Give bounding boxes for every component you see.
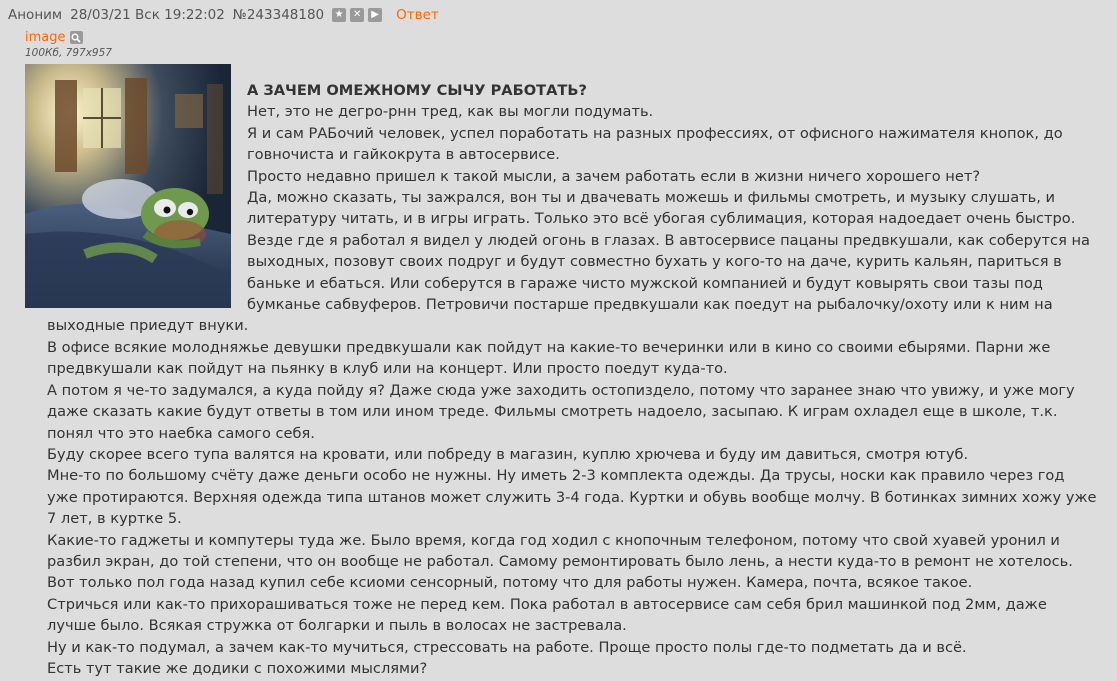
post-line: литературу читать, и в игры играть. Только это всё убогая сублимация, которая надоедает очень быстро.: [247, 210, 1076, 228]
post-line: 7 лет, в куртке 5.: [47, 510, 182, 528]
post-line: выходных, позовут своих подруг и будут совместно бухать у кого-то на даче, курить кальян, париться в: [247, 253, 1062, 271]
post-line: Нет, это не дегро-рнн тред, как вы могли подумать.: [247, 103, 654, 121]
post-line: даже сказать какие будут ответы в том или ином треде. Фильмы смотреть надоело, засыпаю. К играм охладел еще в школе, т.к.: [47, 403, 1058, 421]
post-line: Вот только пол года назад купил себе ксиоми сенсорный, потому что для работы нужен. Камера, почта, всякое такое.: [47, 574, 973, 592]
post-line: Ну и как-то подумал, а зачем как-то мучиться, стрессовать на работе. Проще просто полы где-то подметать да и всё.: [47, 638, 967, 656]
post-line: Я и сам РАБочий человек, успел поработать на разных профессиях, от офисного нажимателя кнопок, до: [247, 124, 1063, 142]
file-info: 100Кб, 797x957: [25, 47, 112, 59]
post-line: разбил экран, до той степени, что он вообще не работал. Самому ремонтировать было лень, а нести куда-то в ремонт не хотелось.: [47, 552, 1073, 570]
post-author: Аноним: [8, 7, 63, 23]
reply-link[interactable]: Ответ: [396, 7, 439, 23]
post-line: Буду скорее всего тупа валятся на кровати, или побреду в магазин, куплю хрючева и буду им давиться, смотря ютуб.: [47, 445, 969, 463]
post-date: 28/03/21 Вск 19:22:02: [70, 7, 225, 23]
post-number[interactable]: №243348180: [232, 7, 325, 23]
image-search-icon[interactable]: [70, 31, 83, 44]
post-line: говночиста и гайкокрута в автосервисе.: [247, 146, 560, 164]
post-line: Просто недавно пришел к такой мысли, а зачем работать если в жизни ничего хорошего нет?: [247, 167, 981, 185]
post-line: выходные приедут внуки.: [47, 317, 249, 335]
hide-post-icon[interactable]: ✕: [350, 8, 364, 22]
post-line: Стричься или как-то прихорашиваться тоже не перед кем. Пока работал в автосервисе сам себя брил машинкой под 2мм, даже: [47, 595, 1047, 613]
favorite-star-icon[interactable]: ★: [332, 8, 346, 22]
post-line: баньке и ебаться. Или соберутся в гараже чисто мужской компанией и будут ковырять свои тазы под: [247, 274, 1043, 292]
file-name[interactable]: image: [25, 30, 66, 45]
post-title: А ЗАЧЕМ ОМЕЖНОМУ СЫЧУ РАБОТАТЬ?: [247, 82, 587, 99]
post-line: бумканье сабвуферов. Петровичи постарше предвкушали как поедут на рыбалочку/охоту или к ним на: [247, 296, 1053, 314]
post-line: уже протираются. Верхняя одежда типа штанов может служить 3-4 года. Куртки и обувь вообще молчу. В ботинках зимних хожу уже: [47, 488, 1097, 506]
post-body: [47, 80, 1107, 679]
post-header: [8, 5, 439, 25]
post-line: Везде где я работал я видел у людей огонь в глазах. В автосервисе пацаны предвкушали, как соберутся на: [247, 231, 1090, 249]
post-line: Да, можно сказать, ты зажрался, вон ты и двачевать можешь и фильмы смотреть, и музыку слушать, и: [247, 189, 1056, 207]
post-line: Какие-то гаджеты и компутеры туда же. Было время, когда год ходил с кнопочным телефоном, потому что свой хуавей уронил и: [47, 531, 1060, 549]
play-arrow-icon[interactable]: ▶: [368, 8, 382, 22]
file-link[interactable]: [25, 30, 83, 45]
post-line: лучше было. Всякая стружка от болгарки и пыль в волосах не застревала.: [47, 617, 627, 635]
post-line: Мне-то по большому счёту даже деньги особо не нужны. Ну иметь 2-3 комплекта одежды. Да трусы, носки как правило через год: [47, 467, 1065, 485]
post-line: В офисе всякие молодняжье девушки предвкушали как пойдут на какие-то вечеринки или в кино со своими ебырями. Парни же: [47, 338, 1051, 356]
post-line: предвкушали как пойдут на пьянку в клуб или на концерт. Или просто поедут куда-то.: [47, 360, 728, 378]
post-line: А потом я че-то задумался, а куда пойду я? Даже сюда уже заходить остопиздело, потому что заранее знаю что увижу, и уже могу: [47, 381, 1075, 399]
post-line: Есть тут такие же додики с похожими мыслями?: [47, 659, 428, 677]
post-line: понял что это наебка самого себя.: [47, 424, 315, 442]
